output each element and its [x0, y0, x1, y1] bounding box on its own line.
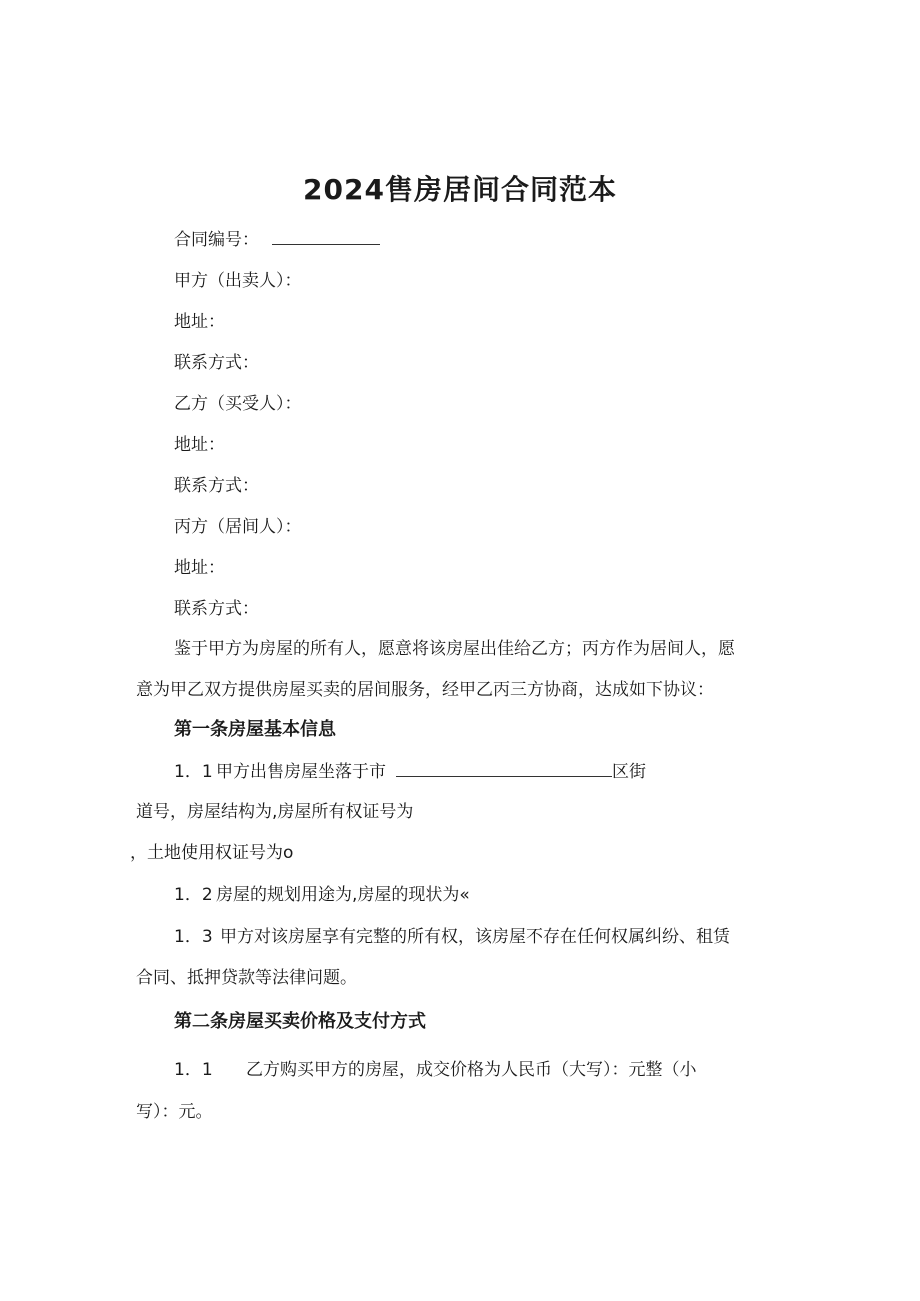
clause-1-2-text: 房屋的规划用途为,房屋的现状为« [216, 885, 470, 905]
location-blank [396, 760, 612, 777]
clause-1-2-number: 1．2 [174, 885, 213, 905]
party-b-address: 地址： [174, 435, 225, 455]
clause-1-3-line-2: 合同、抵押贷款等法律问题。 [136, 968, 357, 988]
clause-1-3-number: 1．3 [174, 927, 213, 947]
clause-2-1-text: 乙方购买甲方的房屋，成交价格为人民币（大写）：元整（小 [246, 1060, 697, 1080]
clause-1-1-number: 1．1 [174, 762, 213, 782]
clause-2-1-line-2: 写）：元。 [136, 1102, 213, 1122]
clause-1-1-line-3: ，土地使用权证号为o [130, 843, 294, 863]
contract-number-label: 合同编号： [174, 230, 259, 250]
document-title: 2024售房居间合同范本 [303, 173, 617, 206]
contract-number-blank [272, 228, 380, 245]
clause-1-1-text-b: 区街 [612, 762, 646, 782]
preamble-line-1: 鉴于甲方为房屋的所有人，愿意将该房屋出佳给乙方；丙方作为居间人，愿 [174, 639, 735, 659]
party-c-address: 地址： [174, 558, 225, 578]
clause-1-1-line-1 [174, 760, 646, 784]
party-a-address: 地址： [174, 312, 225, 332]
contract-number-line [174, 228, 380, 252]
party-a-contact: 联系方式： [174, 353, 259, 373]
clause-2-1-number: 1．1 [174, 1060, 213, 1080]
article-1-heading: 第一条房屋基本信息 [174, 719, 336, 740]
clause-2-1-line-1 [174, 1058, 697, 1082]
clause-1-2 [174, 883, 470, 907]
party-c-contact: 联系方式： [174, 599, 259, 619]
clause-1-1-line-2: 道号，房屋结构为,房屋所有权证号为 [136, 802, 414, 822]
party-b-contact: 联系方式： [174, 476, 259, 496]
clause-1-3-line-1 [174, 925, 730, 949]
clause-1-3-text: 甲方对该房屋享有完整的所有权，该房屋不存在任何权属纠纷、租赁 [220, 927, 730, 947]
clause-1-1-text-a: 甲方出售房屋坐落于市 [216, 762, 386, 782]
party-c-label: 丙方（居间人）： [174, 517, 302, 537]
preamble-line-2: 意为甲乙双方提供房屋买卖的居间服务，经甲乙丙三方协商，达成如下协议： [136, 680, 714, 700]
party-a-label: 甲方（出卖人）： [174, 271, 302, 291]
article-2-heading: 第二条房屋买卖价格及支付方式 [174, 1011, 426, 1032]
party-b-label: 乙方（买受人）： [174, 394, 302, 414]
